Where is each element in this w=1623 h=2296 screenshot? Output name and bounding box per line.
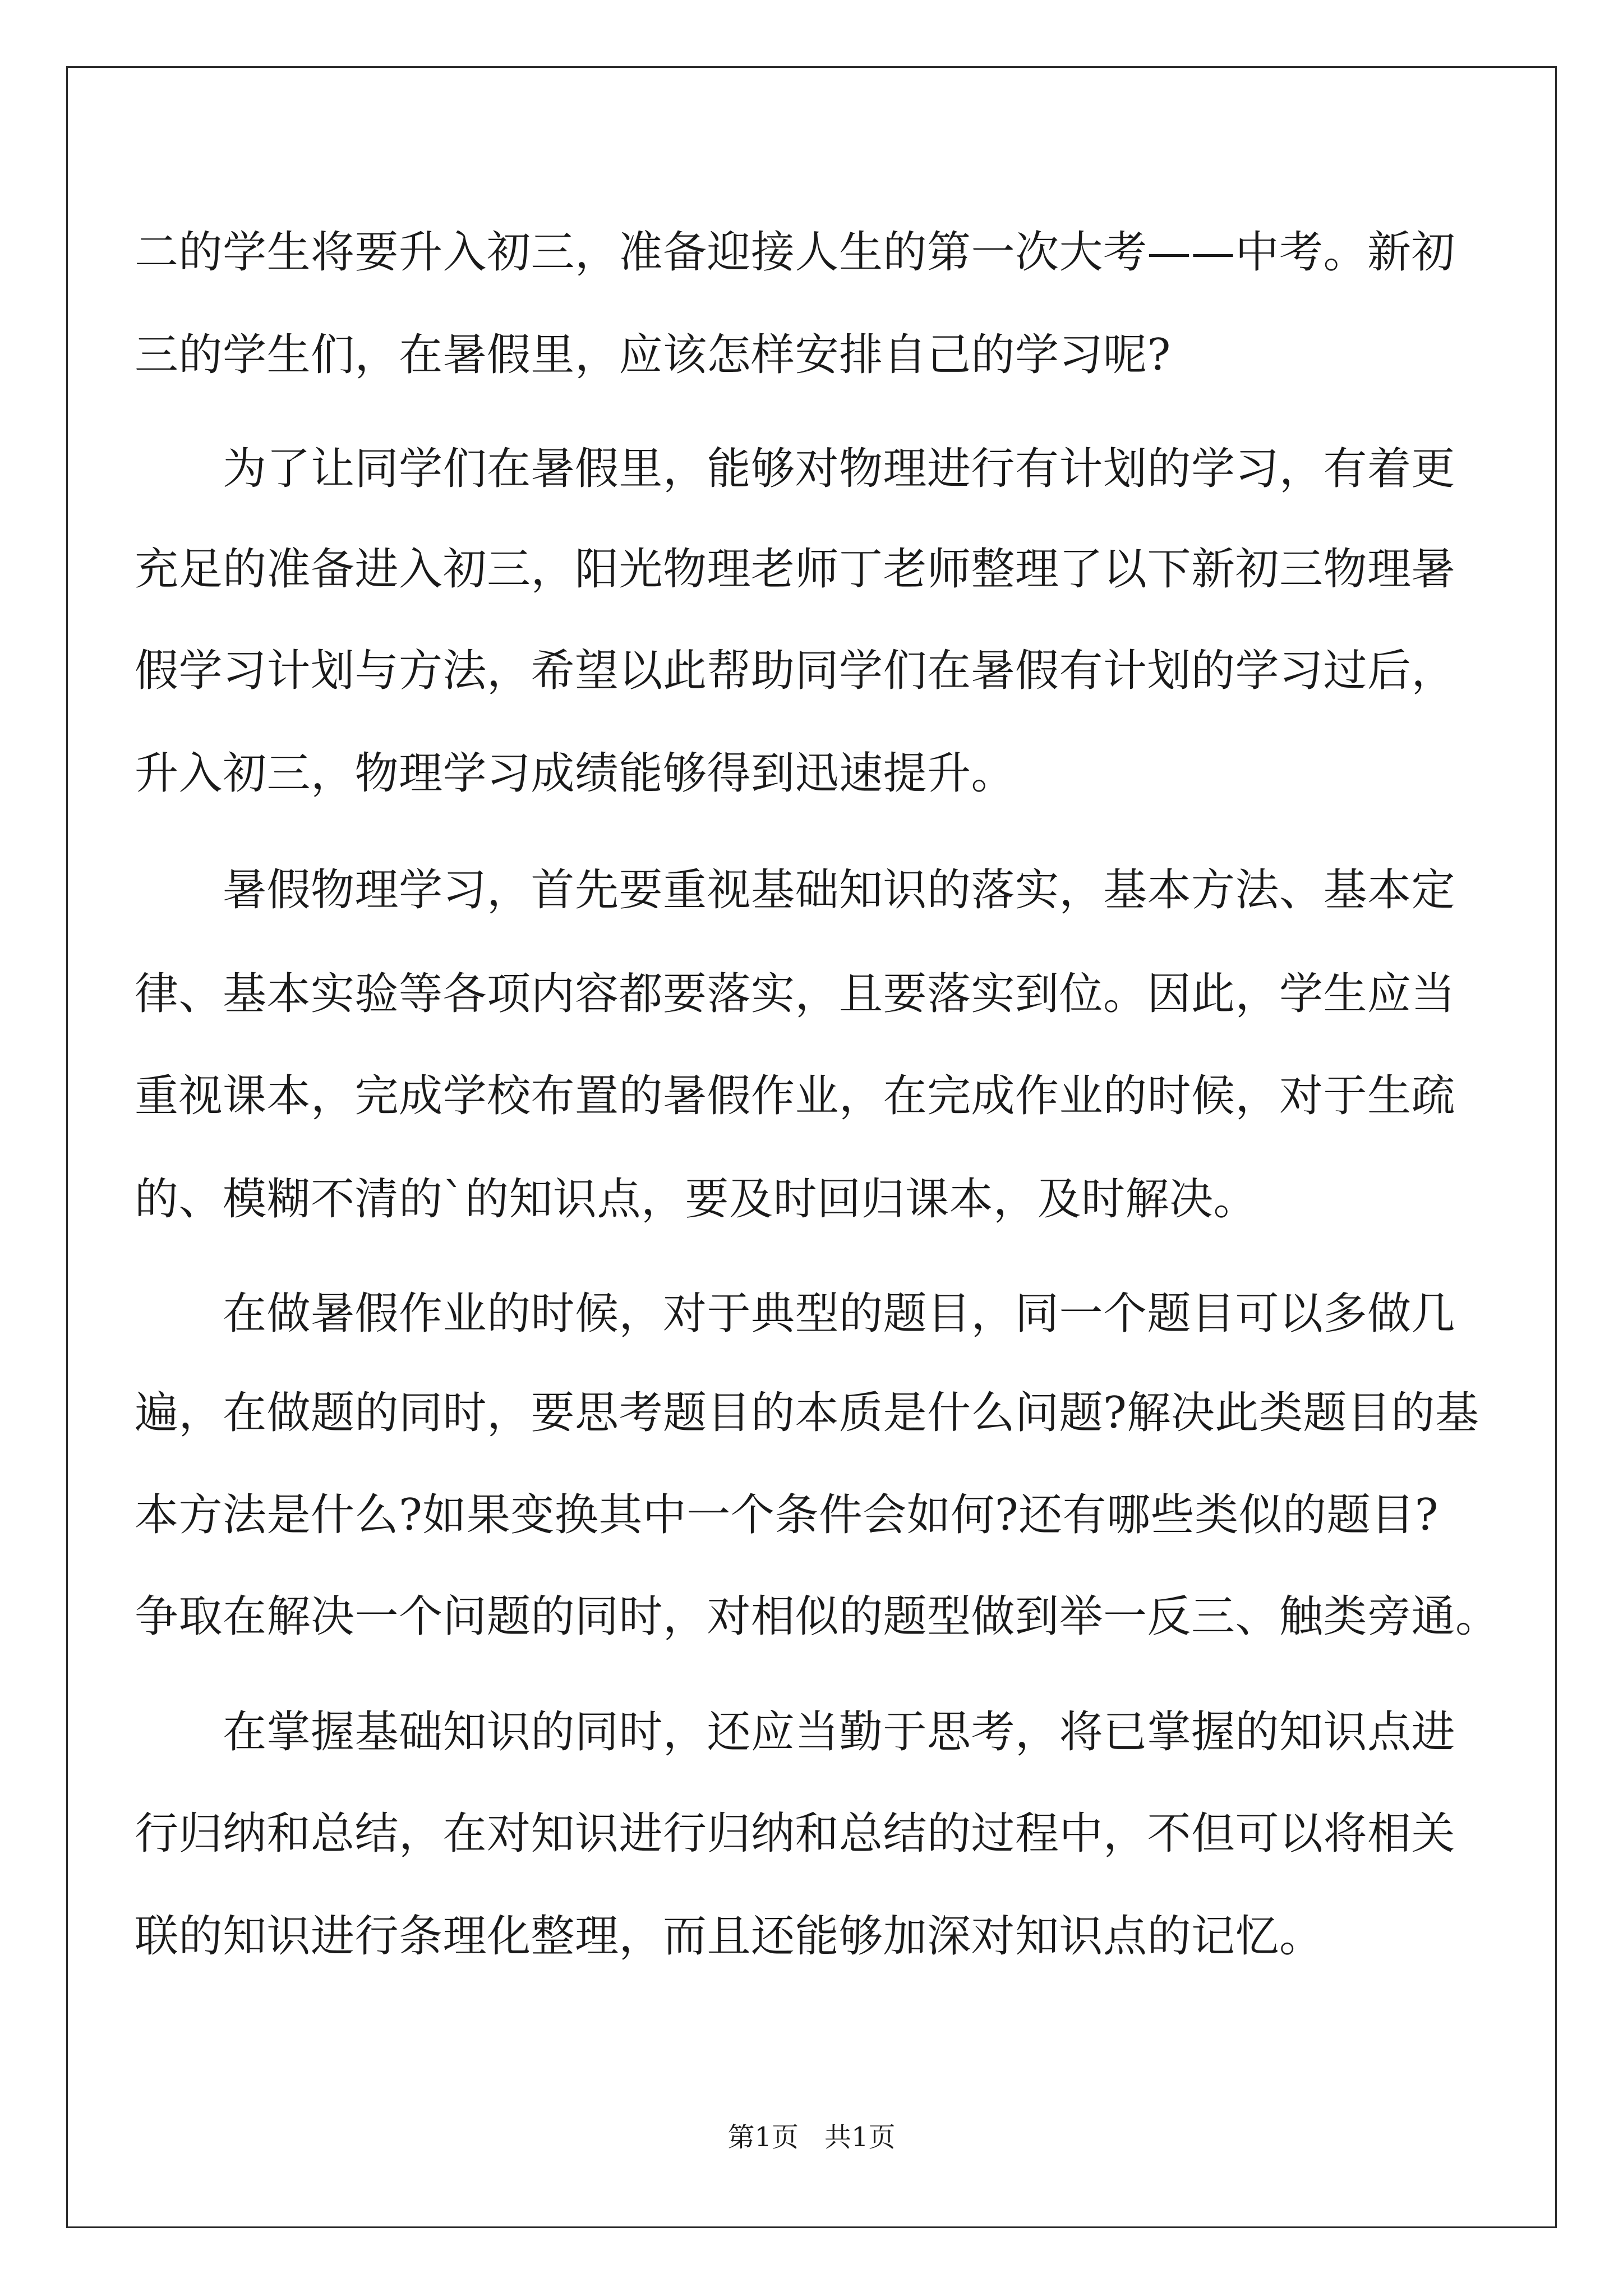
text-line: 争取在解决一个问题的同时，对相似的题型做到举一反三、触类旁通。 <box>135 1591 1500 1642</box>
text-line: 暑假物理学习，首先要重视基础知识的落实，基本方法、基本定 <box>135 865 1456 915</box>
text-line: 充足的准备进入初三，阳光物理老师丁老师整理了以下新初三物理暑 <box>135 544 1456 595</box>
text-line: 在掌握基础知识的同时，还应当勤于思考，将已掌握的知识点进 <box>135 1707 1456 1757</box>
text-line: 本方法是什么?如果变换其中一个条件会如何?还有哪些类似的题目? <box>135 1490 1438 1540</box>
text-line: 在做暑假作业的时候，对于典型的题目，同一个题目可以多做几 <box>135 1289 1456 1339</box>
text-line: 行归纳和总结，在对知识进行归纳和总结的过程中，不但可以将相关 <box>135 1809 1456 1859</box>
text-line: 联的知识进行条理化整理，而且还能够加深对知识点的记忆。 <box>135 1911 1324 1962</box>
text-line: 律、基本实验等各项内容都要落实，且要落实到位。因此，学生应当 <box>135 969 1456 1019</box>
text-line: 遍，在做题的同时，要思考题目的本质是什么问题?解决此类题目的基 <box>135 1388 1479 1438</box>
text-line: 的、模糊不清的`的知识点，要及时回归课本，及时解决。 <box>135 1174 1258 1225</box>
text-line: 假学习计划与方法，希望以此帮助同学们在暑假有计划的学习过后， <box>135 646 1456 696</box>
text-line: 升入初三，物理学习成绩能够得到迅速提升。 <box>135 748 1016 799</box>
page-total: 共1页 <box>824 2122 896 2153</box>
page-footer <box>0 2120 1623 2154</box>
page-number: 第1页 <box>727 2122 799 2153</box>
text-line: 为了让同学们在暑假里，能够对物理进行有计划的学习，有着更 <box>135 444 1456 494</box>
text-line: 二的学生将要升入初三，准备迎接人生的第一次大考——中考。新初 <box>135 227 1456 278</box>
text-line: 重视课本，完成学校布置的暑假作业，在完成作业的时候，对于生疏 <box>135 1071 1456 1121</box>
text-line: 三的学生们，在暑假里，应该怎样安排自己的学习呢? <box>135 330 1171 380</box>
page-border <box>66 66 1557 2228</box>
